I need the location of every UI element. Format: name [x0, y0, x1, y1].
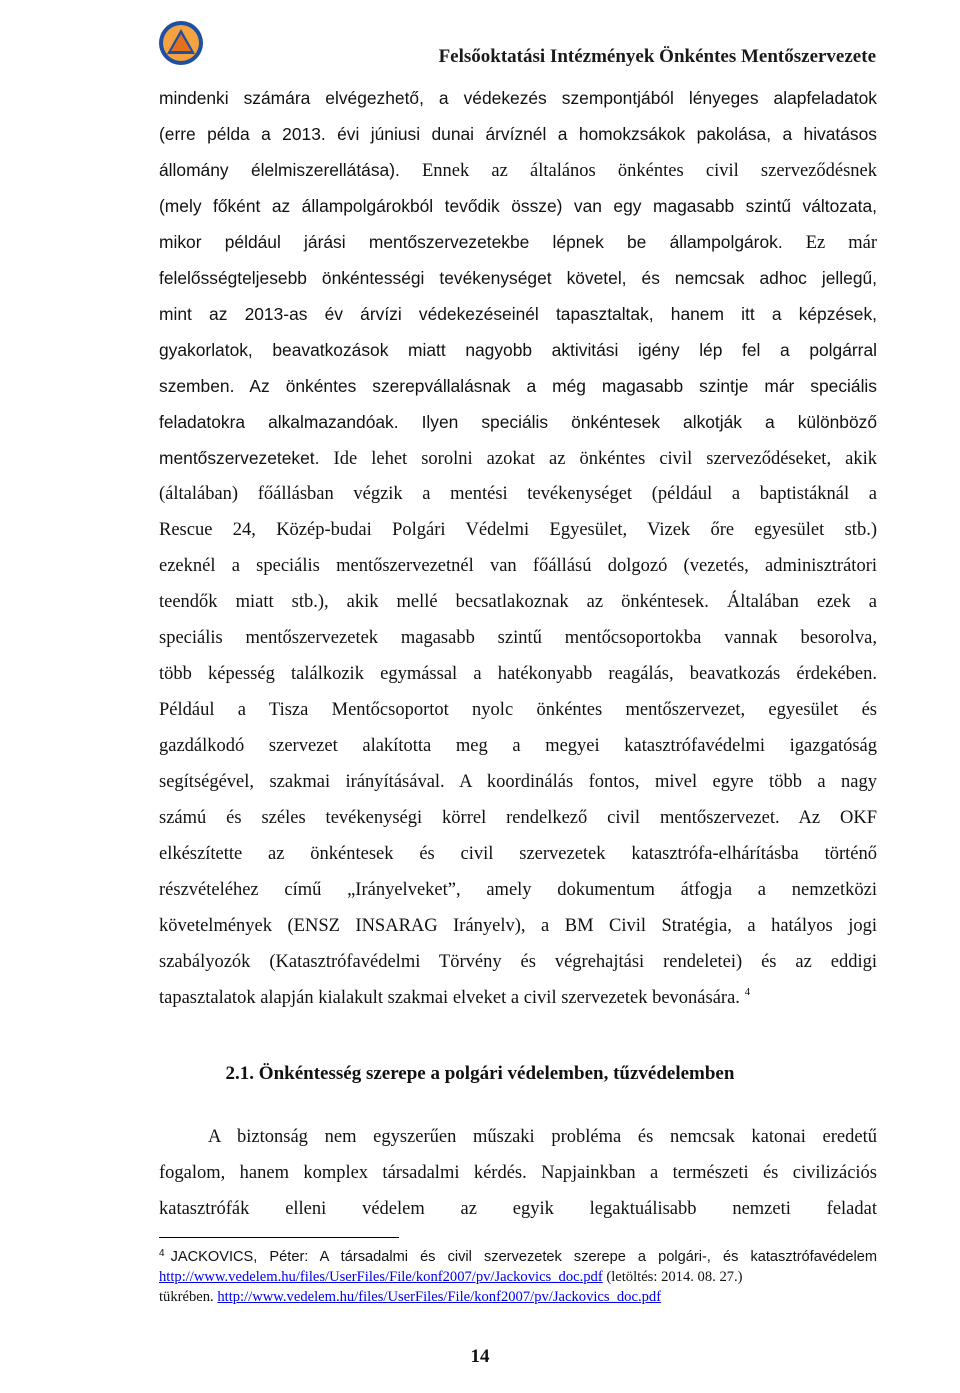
text-line: [159, 116, 877, 152]
text-segment: mentőszervezeteket.: [159, 448, 320, 468]
text-segment: teendők miatt stb.), akik mellé becsatlakoznak az önkéntesek. Általában ezek a: [159, 592, 877, 612]
text-segment: mindenki számára elvégezhető, a védekezés szempontjából lényeges alapfeladatok: [159, 88, 877, 108]
text-line: [159, 908, 877, 944]
body-paragraph-2: [159, 1119, 877, 1227]
text-line: [159, 548, 877, 584]
text-segment: katasztrófák elleni védelem az egyik legaktuálisabb nemzeti feladat: [159, 1199, 877, 1219]
footnote-line-1: [159, 1247, 877, 1267]
text-line: [159, 800, 877, 836]
footnote-link-2[interactable]: http://www.vedelem.hu/files/UserFiles/File/konf2007/pv/Jackovics_doc.pdf: [217, 1289, 662, 1305]
text-segment: állomány élelmiszerellátása).: [159, 160, 400, 180]
section-heading: 2.1. Önkéntesség szerepe a polgári védelemben, tűzvédelemben: [225, 1063, 735, 1084]
text-segment: Ide lehet sorolni azokat az önkéntes civil szerveződéseket, akik: [319, 449, 877, 469]
text-segment: számú és széles tevékenységi körrel rendelkező civil mentőszervezet. Az OKF: [159, 808, 877, 828]
text-line: [159, 836, 877, 872]
text-segment: elkészítette az önkéntesek és civil szervezetek katasztrófa-elhárításba történő: [159, 844, 877, 864]
text-segment: fogalom, hanem komplex társadalmi kérdés. Napjainkban a természeti és civilizációs: [159, 1163, 877, 1183]
footnote-citation: JACKOVICS, Péter: A társadalmi és civil szervezetek szerepe a polgári-, és katasztrófavédelem: [170, 1249, 877, 1265]
text-segment: Például a Tisza Mentőcsoportot nyolc önkéntes mentőszervezet, egyesület és: [159, 700, 877, 720]
text-segment: felelősségteljesebb önkéntességi tevékenységet követel, és nemcsak adhoc jellegű,: [159, 268, 877, 288]
footnote-divider: [159, 1237, 399, 1238]
footnote-link-1[interactable]: http://www.vedelem.hu/files/UserFiles/File/konf2007/pv/Jackovics_doc.pdf: [159, 1269, 603, 1285]
text-line: [159, 764, 877, 800]
text-segment: szabályozók (Katasztrófavédelmi Törvény és végrehajtási rendeletei) és az eddigi: [159, 952, 877, 972]
organization-logo-icon: [158, 20, 204, 66]
text-line: [159, 1191, 877, 1227]
text-line: [159, 944, 877, 980]
text-segment: gazdálkodó szervezet alakította meg a megyei katasztrófavédelmi igazgatóság: [159, 736, 877, 756]
text-line: [159, 152, 877, 188]
text-line: [159, 728, 877, 764]
text-line: [159, 656, 877, 692]
text-segment: szemben.: [159, 376, 235, 396]
text-line: [159, 584, 877, 620]
text-line: [159, 404, 877, 440]
text-segment: (erre példa a 2013. évi júniusi dunai árvíznél a homokzsákok pakolása, a hivatásos: [159, 124, 877, 144]
text-line: [159, 260, 877, 296]
text-segment: követelmények (ENSZ INSARAG Irányelv), a BM Civil Stratégia, a hatályos jogi: [159, 916, 877, 936]
text-segment: segítségével, szakmai irányításával. A koordinálás fontos, mivel egyre több a nagy: [159, 772, 877, 792]
footnote: [159, 1247, 877, 1307]
text-segment: (mely főként az állampolgárokból tevődik össze) van egy magasabb szintű változata,: [159, 196, 877, 216]
text-segment: Rescue 24, Közép-budai Polgári Védelmi Egyesület, Vizek őre egyesület stb.): [159, 520, 877, 540]
text-line: [159, 368, 877, 404]
text-segment: tapasztalatok alapján kialakult szakmai elveket a civil szervezetek bevonására.: [159, 988, 745, 1008]
text-segment: speciális mentőszervezetek magasabb szintű mentőcsoportokba vannak besorolva,: [159, 628, 877, 648]
footnote-number: 4: [159, 1248, 165, 1259]
text-segment: több képesség találkozik egymással a hatékonyabb reagálás, beavatkozás érdekében.: [159, 664, 877, 684]
text-line: [159, 1119, 877, 1155]
text-segment: Ez már: [782, 233, 877, 253]
text-segment: feladatokra alkalmazandóak. Ilyen speciális önkéntesek alkotják a különböző: [159, 412, 877, 432]
text-line: [159, 980, 877, 1016]
text-line: [159, 1155, 877, 1191]
text-line: [159, 188, 877, 224]
body-paragraph-1: [159, 80, 877, 1016]
text-segment: mint az 2013-as év árvízi védekezéseinél tapasztaltak, hanem itt a képzések,: [159, 304, 877, 324]
text-line: [159, 296, 877, 332]
text-line: [159, 80, 877, 116]
footnote-reference: 4: [744, 986, 751, 998]
text-segment: mikor például járási mentőszervezetekbe lépnek be állampolgárok.: [159, 232, 783, 252]
text-line: [159, 512, 877, 548]
text-line: [159, 440, 877, 476]
text-line: [159, 332, 877, 368]
footnote-line-3: [159, 1287, 877, 1307]
footnote-line-3-prefix: tükrében.: [159, 1289, 218, 1305]
footnote-line-2: [159, 1267, 877, 1287]
text-segment: részvételéhez című „Irányelveket”, amely dokumentum átfogja a nemzetközi: [159, 880, 877, 900]
text-segment: gyakorlatok, beavatkozások miatt nagyobb aktivitási igény lép fel a polgárral: [159, 340, 877, 360]
text-segment: ezeknél a speciális mentőszervezetnél van főállású dolgozó (vezetés, adminisztrátori: [159, 556, 877, 576]
text-segment: (általában) főállásban végzik a mentési tevékenységet (például a baptistáknál a: [159, 484, 877, 504]
text-line: [159, 872, 877, 908]
text-segment: A biztonság nem egyszerűen műszaki probléma és nemcsak katonai eredetű: [208, 1127, 877, 1147]
text-line: [159, 224, 877, 260]
text-segment: Ennek az általános önkéntes civil szerveződésnek: [399, 161, 877, 181]
text-line: [159, 620, 877, 656]
page-number: 14: [470, 1346, 490, 1367]
text-line: [159, 476, 877, 512]
footnote-download-date: (letöltés: 2014. 08. 27.): [602, 1269, 743, 1285]
header-title: Felsőoktatási Intézmények Önkéntes Mentőszervezete: [438, 46, 876, 67]
text-segment: Az önkéntes szerepvállalásnak a még magasabb szintje már speciális: [234, 376, 877, 396]
text-line: [159, 692, 877, 728]
